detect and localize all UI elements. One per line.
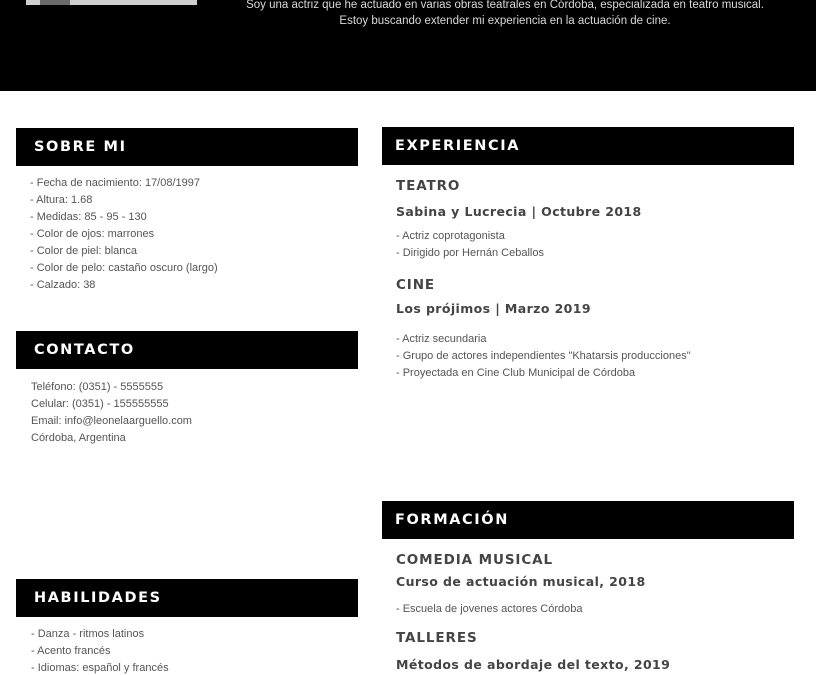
comedia-role: Curso de actuación musical, 2018: [396, 574, 646, 589]
habilidades-heading: HABILIDADES: [16, 579, 358, 617]
list-item: - Proyectada en Cine Club Municipal de Córdoba: [396, 367, 636, 379]
list-item: - Color de piel: blanca: [30, 245, 138, 257]
intro-line-1: Soy una actriz que he actuado en varias obras teatrales en Córdoba, especializada en teatro musical.: [246, 0, 764, 11]
list-item: - Danza - ritmos latinos: [31, 628, 145, 640]
phone-text: Teléfono: (0351) - 5555555: [31, 381, 164, 393]
list-item: - Fecha de nacimiento: 17/08/1997: [30, 177, 201, 189]
list-item: - Escuela de jovenes actores Córdoba: [396, 603, 583, 615]
cine-role: Los prójimos | Marzo 2019: [396, 301, 591, 316]
teatro-details: [396, 228, 544, 262]
list-item: - Grupo de actores independientes "Khatarsis producciones": [396, 350, 691, 362]
profile-photo: [26, 0, 197, 5]
cine-category: CINE: [396, 277, 436, 293]
contacto-heading: CONTACTO: [16, 331, 358, 369]
header-band: [0, 0, 816, 91]
list-item: - Calzado: 38: [30, 279, 96, 291]
comedia-category: COMEDIA MUSICAL: [396, 552, 554, 568]
talleres-category: TALLERES: [396, 630, 478, 646]
intro-line-2: Estoy buscando extender mi experiencia en la actuación de cine.: [339, 15, 671, 27]
email-text: Email: info@leonelaarguello.com: [31, 415, 192, 427]
list-item: - Color de pelo: castaño oscuro (largo): [30, 262, 218, 274]
list-item: - Dirigido por Hernán Ceballos: [396, 247, 544, 259]
list-item: - Acento francés: [31, 645, 111, 657]
mobile-text: Celular: (0351) - 155555555: [31, 398, 169, 410]
list-item: - Medidas: 85 - 95 - 130: [30, 211, 147, 223]
teatro-role: Sabina y Lucrecia | Octubre 2018: [396, 204, 642, 219]
talleres-role: Métodos de abordaje del texto, 2019: [396, 657, 671, 672]
location-text: Córdoba, Argentina: [31, 432, 126, 444]
habilidades-list: [31, 626, 169, 675]
list-item: - Color de ojos: marrones: [30, 228, 155, 240]
list-item: - Idiomas: español y francés: [31, 662, 169, 674]
intro-text: [220, 0, 790, 29]
list-item: - Actriz secundaria: [396, 333, 487, 345]
list-item: - Actriz coprotagonista: [396, 230, 505, 242]
experiencia-heading: EXPERIENCIA: [382, 127, 794, 165]
teatro-category: TEATRO: [396, 178, 461, 194]
sobre-mi-list: [30, 175, 218, 294]
contacto-list: [31, 379, 192, 447]
list-item: - Altura: 1.68: [30, 194, 93, 206]
formacion-heading: FORMACIÓN: [382, 501, 794, 539]
sobre-mi-heading: SOBRE MI: [16, 128, 358, 166]
cine-details: [396, 331, 691, 382]
comedia-details: [396, 601, 583, 618]
